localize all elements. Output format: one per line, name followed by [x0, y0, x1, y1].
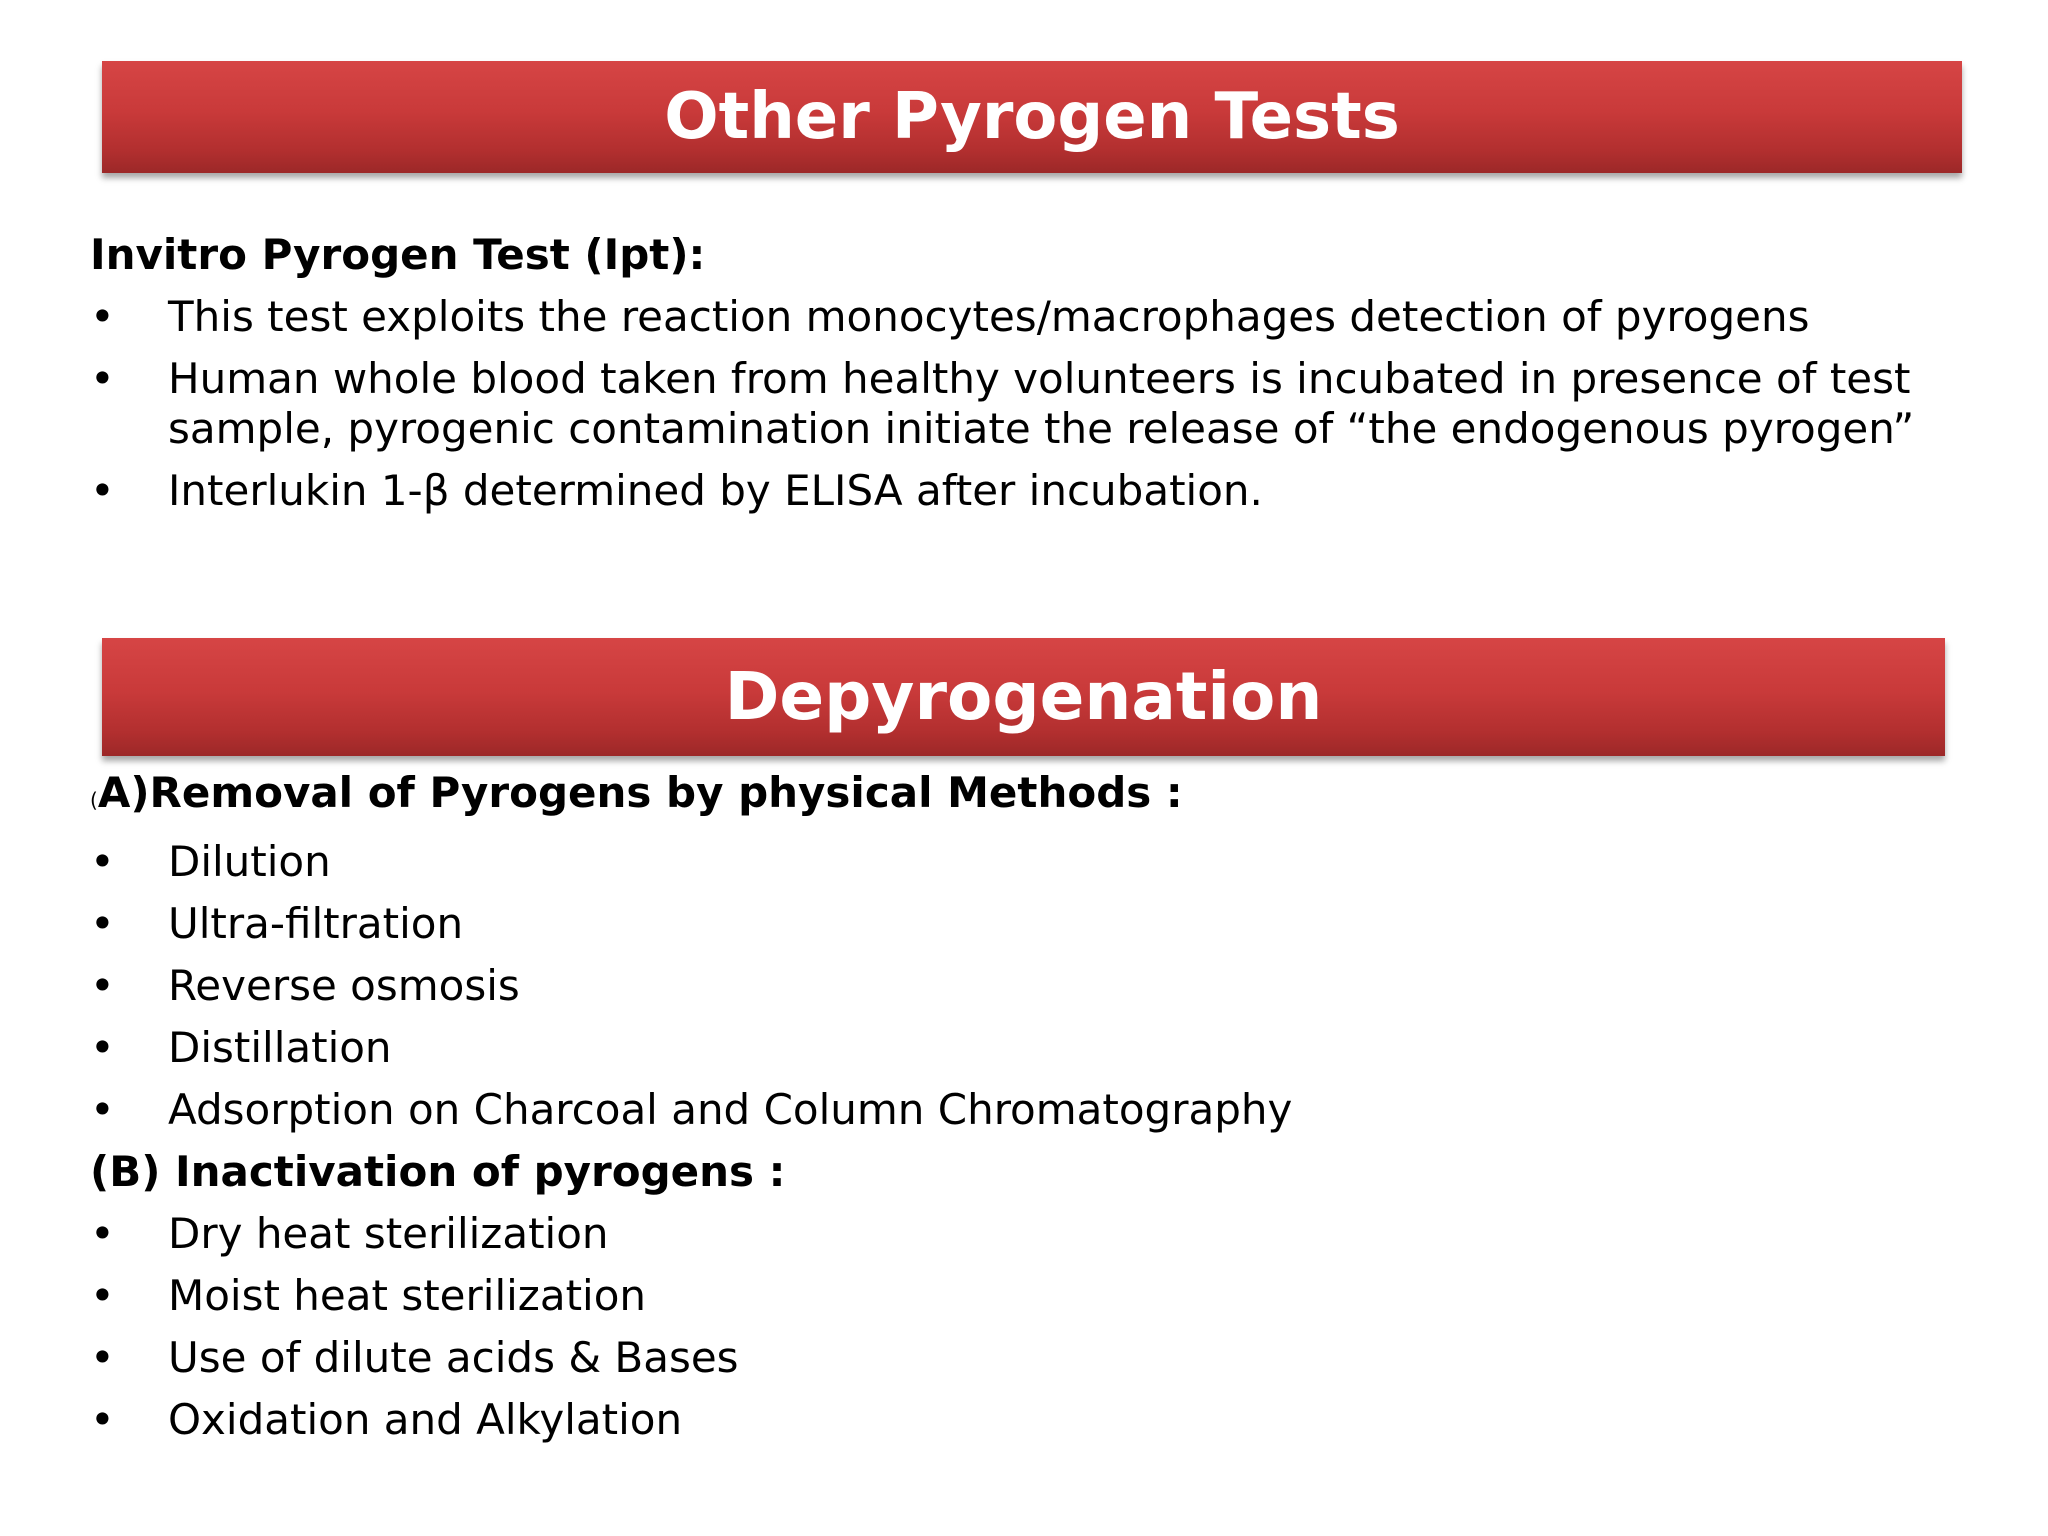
bullet-list-inactivation	[90, 1203, 1990, 1451]
bullet-icon: •	[90, 1395, 115, 1444]
list-item	[90, 1327, 1990, 1389]
list-item-text: Use of dilute acids & Bases	[168, 1333, 739, 1382]
bullet-icon: •	[90, 1085, 115, 1134]
section-depyrogenation-methods	[90, 762, 1990, 1451]
bullet-icon: •	[90, 899, 115, 948]
title-banner-other-pyrogen-tests	[102, 61, 1962, 173]
list-item-text: Human whole blood taken from healthy volunteers is incubated in presence of test sample, pyrogenic contamination initiate the release of “the endogenous pyrogen”	[168, 354, 1915, 453]
title-banner-depyrogenation	[102, 638, 1945, 756]
section-heading-physical-methods	[90, 762, 1990, 831]
bullet-icon: •	[90, 1023, 115, 1072]
section-invitro-pyrogen-test	[90, 224, 2010, 522]
bullet-icon: •	[90, 466, 115, 515]
bullet-list-ipt	[90, 286, 2010, 522]
list-item	[90, 955, 1990, 1017]
list-item-text: Distillation	[168, 1023, 392, 1072]
list-item-text: This test exploits the reaction monocytes/macrophages detection of pyrogens	[168, 292, 1810, 341]
section-heading-ipt: Invitro Pyrogen Test (Ipt):	[90, 230, 706, 279]
bullet-icon: •	[90, 1209, 115, 1258]
section-heading-inactivation: (B) Inactivation of pyrogens :	[90, 1147, 786, 1196]
list-item-text: Dilution	[168, 837, 331, 886]
list-item-text: Interlukin 1-β determined by ELISA after incubation.	[168, 466, 1263, 515]
list-item	[90, 893, 1990, 955]
bullet-list-physical-methods	[90, 831, 1990, 1141]
list-item	[90, 1389, 1990, 1451]
list-item	[90, 831, 1990, 893]
list-item-text: Dry heat sterilization	[168, 1209, 609, 1258]
bullet-icon: •	[90, 961, 115, 1010]
list-item	[90, 348, 2010, 460]
heading-text: A)Removal of Pyrogens by physical Methods :	[97, 768, 1183, 817]
slide-title: Other Pyrogen Tests	[664, 80, 1400, 154]
list-item	[90, 460, 2010, 522]
list-item	[90, 1203, 1990, 1265]
heading-prefix: (	[90, 788, 98, 812]
list-item-text: Adsorption on Charcoal and Column Chromatography	[168, 1085, 1293, 1134]
list-item	[90, 1265, 1990, 1327]
bullet-icon: •	[90, 1333, 115, 1382]
bullet-icon: •	[90, 1271, 115, 1320]
bullet-icon: •	[90, 354, 115, 403]
section-title: Depyrogenation	[724, 658, 1323, 735]
bullet-icon: •	[90, 837, 115, 886]
list-item-text: Moist heat sterilization	[168, 1271, 647, 1320]
list-item	[90, 286, 2010, 348]
list-item	[90, 1079, 1990, 1141]
list-item-text: Oxidation and Alkylation	[168, 1395, 683, 1444]
list-item-text: Ultra-filtration	[168, 899, 464, 948]
list-item	[90, 1017, 1990, 1079]
list-item-text: Reverse osmosis	[168, 961, 520, 1010]
bullet-icon: •	[90, 292, 115, 341]
